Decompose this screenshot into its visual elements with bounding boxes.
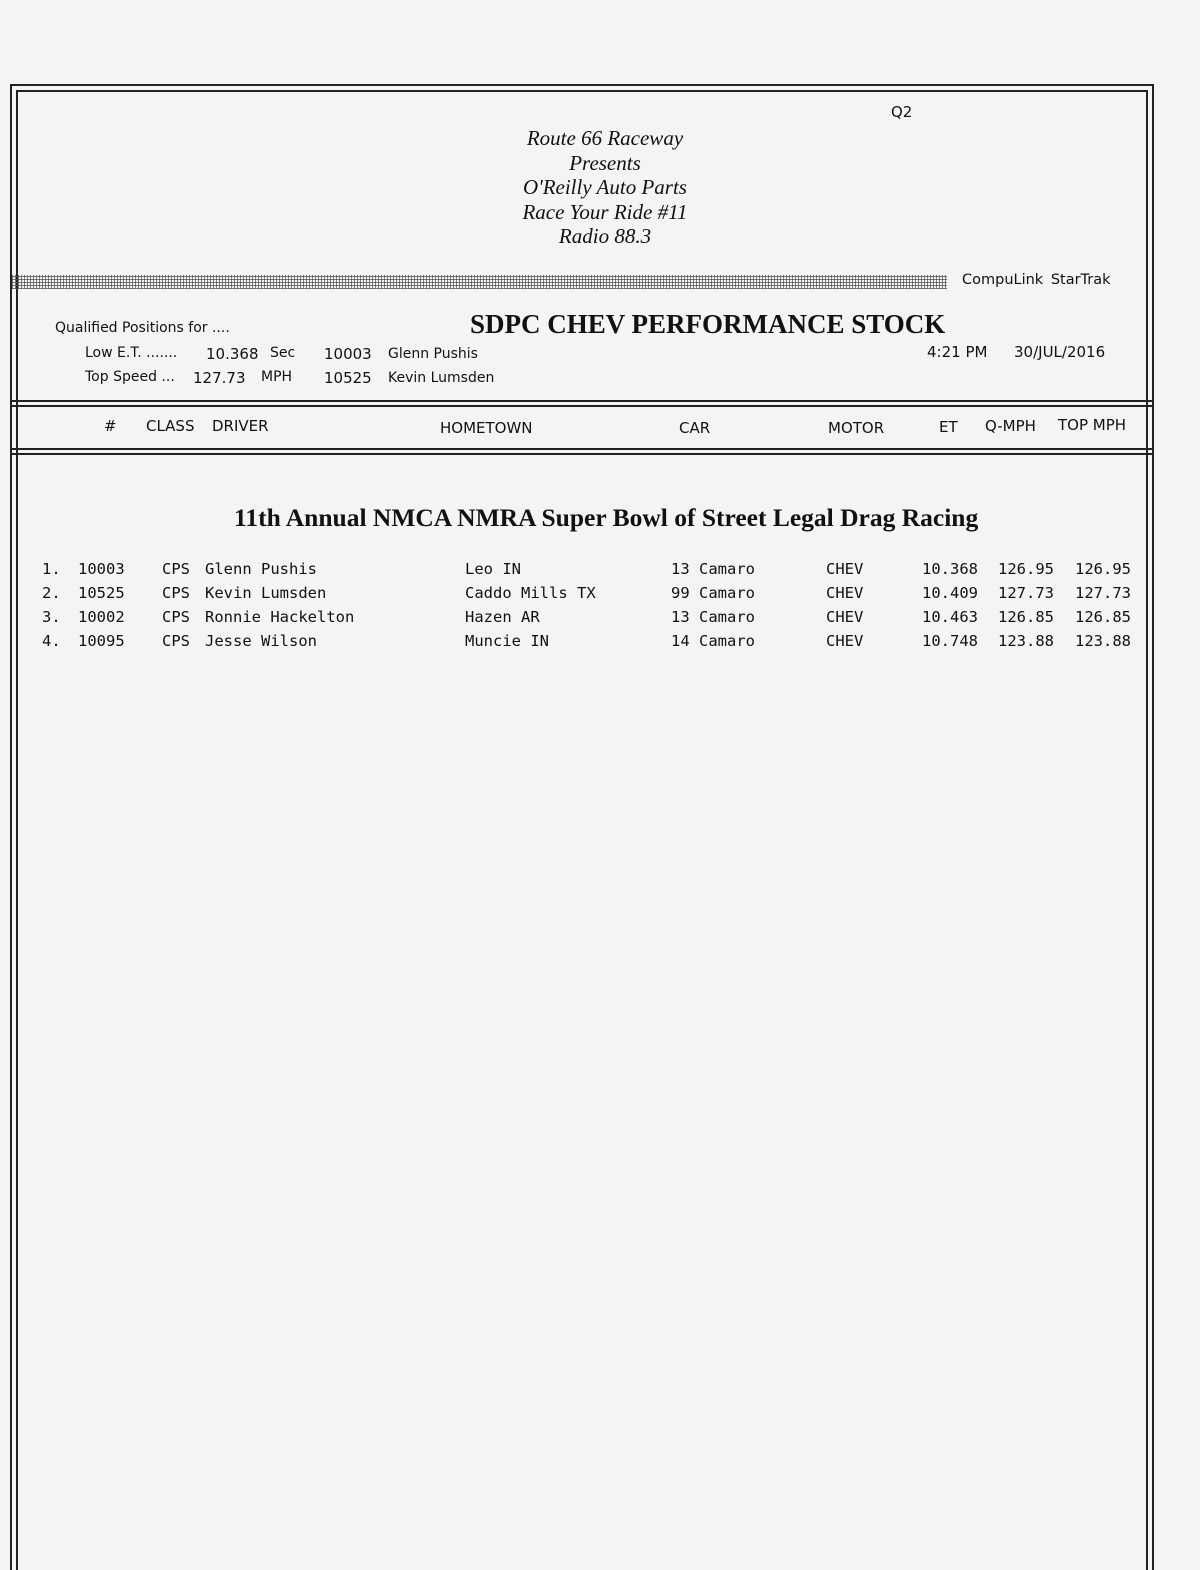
col-hometown: HOMETOWN	[440, 419, 533, 437]
col-top-mph: TOP MPH	[1058, 416, 1127, 434]
result-motor: CHEV	[826, 560, 864, 578]
table-row	[0, 632, 1200, 656]
col-driver: DRIVER	[212, 417, 269, 435]
right-border-inner	[1146, 90, 1148, 1570]
top-speed-label: Top Speed ...	[85, 369, 175, 385]
header-line-radio: Radio 88.3	[558, 224, 652, 248]
left-border-inner	[16, 90, 18, 1570]
table-row	[0, 608, 1200, 632]
result-top-mph: 127.73	[1075, 584, 1131, 602]
result-car: 99 Camaro	[671, 584, 755, 602]
top-speed-driver: Kevin Lumsden	[388, 370, 495, 386]
result-et: 10.748	[922, 632, 978, 650]
col-q-mph: Q-MPH	[985, 417, 1036, 435]
result-car-number: 10525	[78, 584, 125, 602]
table-row	[0, 560, 1200, 584]
result-q-mph: 126.85	[998, 608, 1054, 626]
result-car: 14 Camaro	[671, 632, 755, 650]
report-date: 30/JUL/2016	[1014, 343, 1106, 361]
result-hometown: Hazen AR	[465, 608, 540, 626]
result-driver: Jesse Wilson	[205, 632, 317, 650]
result-q-mph: 127.73	[998, 584, 1054, 602]
result-class: CPS	[162, 560, 190, 578]
header-line-venue: Route 66 Raceway	[526, 126, 684, 150]
result-q-mph: 126.95	[998, 560, 1054, 578]
result-car: 13 Camaro	[671, 608, 755, 626]
event-title: 11th Annual NMCA NMRA Super Bowl of Street Legal Drag Racing	[234, 503, 979, 532]
result-position: 1.	[42, 560, 61, 578]
report-time: 4:21 PM	[927, 343, 988, 361]
result-position: 2.	[42, 584, 61, 602]
dotted-separator	[12, 275, 947, 289]
result-motor: CHEV	[826, 632, 864, 650]
result-driver: Ronnie Hackelton	[205, 608, 355, 626]
qualified-label: Qualified Positions for ....	[55, 320, 230, 336]
table-row	[0, 584, 1200, 608]
top-speed-car-number: 10525	[324, 369, 372, 387]
result-driver: Kevin Lumsden	[205, 584, 327, 602]
col-class: CLASS	[146, 417, 195, 435]
col-motor: MOTOR	[828, 419, 885, 437]
top-speed-unit: MPH	[261, 369, 293, 385]
header-rule-top-1	[12, 400, 1154, 402]
header-line-event: Race Your Ride #11	[522, 199, 688, 224]
col-number: #	[104, 417, 117, 435]
header-rule-bottom-2	[12, 453, 1154, 455]
result-car-number: 10002	[78, 608, 125, 626]
class-title: SDPC CHEV PERFORMANCE STOCK	[470, 309, 946, 339]
result-class: CPS	[162, 584, 190, 602]
left-border-outer	[10, 84, 12, 1570]
result-top-mph: 126.95	[1075, 560, 1131, 578]
result-driver: Glenn Pushis	[205, 560, 317, 578]
event-header	[460, 126, 750, 249]
header-line-presents: Presents	[569, 150, 641, 175]
result-position: 4.	[42, 632, 61, 650]
result-top-mph: 123.88	[1075, 632, 1131, 650]
low-et-unit: Sec	[270, 345, 296, 361]
col-car: CAR	[679, 419, 711, 437]
header-rule-top-2	[12, 405, 1154, 407]
low-et-driver: Glenn Pushis	[388, 346, 478, 362]
result-hometown: Leo IN	[465, 560, 521, 578]
header-rule-bottom-1	[12, 448, 1154, 450]
result-class: CPS	[162, 632, 190, 650]
result-car: 13 Camaro	[671, 560, 755, 578]
heat-code: Q2	[891, 103, 913, 121]
result-et: 10.463	[922, 608, 978, 626]
result-top-mph: 126.85	[1075, 608, 1131, 626]
header-line-sponsor: O'Reilly Auto Parts	[523, 175, 687, 199]
low-et-car-number: 10003	[324, 345, 372, 363]
result-motor: CHEV	[826, 584, 864, 602]
top-speed-value: 127.73	[193, 369, 246, 387]
result-et: 10.409	[922, 584, 978, 602]
result-et: 10.368	[922, 560, 978, 578]
results-table	[0, 560, 1200, 660]
result-class: CPS	[162, 608, 190, 626]
top-border-outer	[12, 84, 1154, 86]
result-car-number: 10003	[78, 560, 125, 578]
result-motor: CHEV	[826, 608, 864, 626]
result-hometown: Caddo Mills TX	[465, 584, 596, 602]
right-border-outer	[1152, 84, 1154, 1570]
result-car-number: 10095	[78, 632, 125, 650]
result-hometown: Muncie IN	[465, 632, 549, 650]
low-et-label: Low E.T. .......	[85, 345, 178, 361]
result-q-mph: 123.88	[998, 632, 1054, 650]
software-brand: CompuLink StarTrak	[962, 272, 1111, 288]
top-border-inner	[16, 90, 1148, 92]
low-et-value: 10.368	[206, 345, 259, 363]
col-et: ET	[939, 418, 958, 436]
result-position: 3.	[42, 608, 61, 626]
